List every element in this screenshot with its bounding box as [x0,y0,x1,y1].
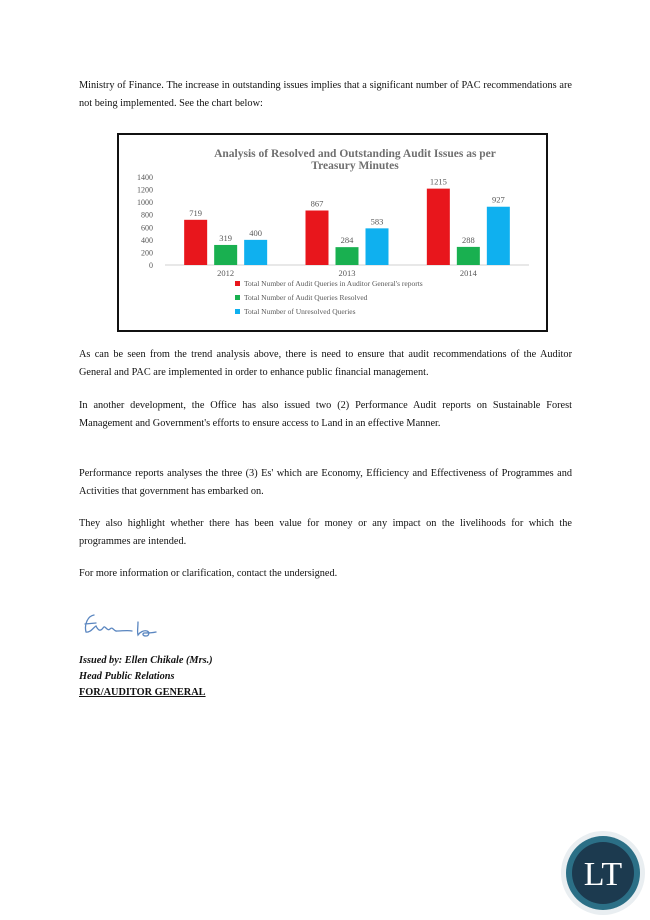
x-tick-label: 2012 [217,268,235,278]
legend-entry-3: Total Number of Unresolved Queries [244,307,356,316]
data-label-2014-series-1: 1215 [429,176,447,187]
bar-2014-series-3 [487,207,510,265]
bar-2013-series-2 [336,247,359,265]
legend-entry-1: Total Number of Audit Queries in Auditor General's reports [244,279,423,288]
issued-by: Issued by: Ellen Chikale (Mrs.) [79,655,213,666]
logo-text: LT [583,856,623,893]
paragraph-trend-analysis: As can be seen from the trend analysis above, there is need to ensure that audit recommendations of the Auditor General and PAC are implemented in order to enhance public financial management. [79,349,572,378]
chart-canvas [119,135,546,330]
bar-2014-series-2 [457,247,480,265]
y-tick-label: 0 [149,261,153,270]
paragraph-value-for-money: They also highlight whether there has been value for money or any impact on the livelihoods for which the programmes are intended. [79,518,572,547]
paragraph-contact: For more information or clarification, contact the undersigned. [79,568,338,579]
issuer-title: Head Public Relations [79,671,175,682]
legend-swatch-1 [235,281,240,286]
y-tick-label: 800 [141,210,153,220]
y-tick-label: 200 [141,248,153,258]
legend-swatch-2 [235,295,240,300]
issuer-organization: FOR/AUDITOR GENERAL [79,687,206,698]
data-label-2012-series-2: 319 [219,232,233,243]
bar-2013-series-1 [306,211,329,265]
paragraph-performance-audit: In another development, the Office has also issued two (2) Performance Audit reports on Sustainable Forest Management and Government's efforts to ensure access to Land in an effective Manner. [79,400,572,429]
y-tick-label: 1200 [137,185,153,195]
bar-2012-series-2 [214,245,237,265]
chart-title-line-2: Treasury Minutes [311,160,399,172]
x-tick-label: 2014 [459,268,477,278]
y-tick-label: 600 [141,223,153,233]
legend-swatch-3 [235,309,240,314]
bar-2012-series-3 [244,240,267,265]
data-label-2014-series-2: 288 [461,234,475,245]
data-label-2012-series-3: 400 [249,227,263,238]
intro-paragraph: Ministry of Finance. The increase in outstanding issues implies that a significant number of PAC recommendations are not being implemented. See the chart below: [79,80,572,109]
data-label-2013-series-3: 583 [370,216,384,227]
handwritten-signature [80,610,170,644]
audit-issues-chart [117,133,548,332]
data-label-2012-series-1: 719 [189,207,203,218]
data-label-2013-series-2: 284 [340,235,354,246]
bar-2012-series-1 [184,220,207,265]
legend-entry-2: Total Number of Audit Queries Resolved [244,293,368,302]
x-tick-label: 2013 [338,268,356,278]
y-tick-label: 400 [141,235,153,245]
paragraph-three-es: Performance reports analyses the three (3) Es' which are Economy, Efficiency and Effectiveness of Programmes and Activities that government has embarked on. [79,468,572,497]
bar-2014-series-1 [427,189,450,265]
y-tick-label: 1000 [137,198,153,208]
y-tick-label: 1400 [137,173,153,182]
data-label-2013-series-1: 867 [310,198,324,209]
bar-2013-series-3 [366,228,389,265]
lt-logo [560,830,646,916]
chart-title-line-1: Analysis of Resolved and Outstanding Audit Issues as per [214,148,496,160]
data-label-2014-series-3: 927 [491,194,505,205]
